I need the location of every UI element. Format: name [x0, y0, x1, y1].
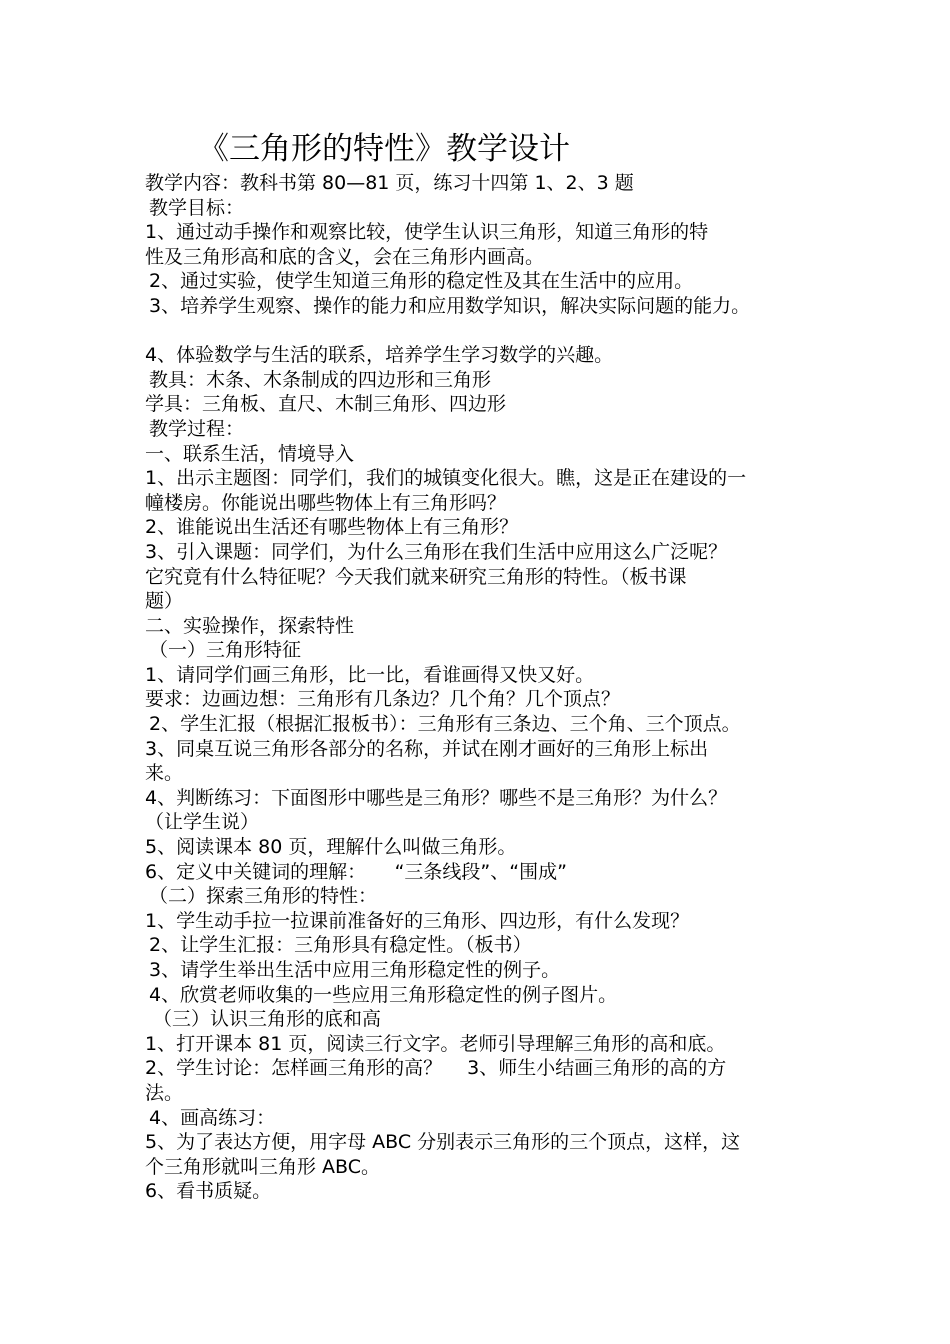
teaching-content: 教学内容：教科书第 80—81 页，练习十四第 1、2、3 题: [145, 172, 634, 194]
subsection-1-heading: （一）三角形特征: [149, 639, 302, 662]
subsection-1-item-6: 6、定义中关键词的理解： “三条线段”、“围成”: [145, 860, 567, 883]
subsection-2-item-2: 2、让学生汇报：三角形具有稳定性。（板书）: [149, 934, 532, 957]
subsection-3-item-4: 4、画高练习：: [149, 1106, 276, 1129]
subsection-3-item-1: 1、打开课本 81 页，阅读三行文字。老师引导理解三角形的高和底。: [145, 1032, 726, 1055]
goal-4: 4、体验数学与生活的联系，培养学生学习数学的兴趣。: [145, 344, 614, 367]
section-1-item-3-line-3: 题）: [145, 590, 184, 613]
subsection-3-item-5-line-1: 5、为了表达方便，用字母 ABC 分别表示三角形的三个顶点，这样，这: [145, 1131, 741, 1154]
teaching-goals-heading: 教学目标：: [149, 196, 245, 219]
subsection-3-item-5-line-2: 个三角形就叫三角形 ABC。: [145, 1155, 381, 1178]
goal-1-line-2: 性及三角形高和底的含义，会在三角形内画高。: [145, 245, 545, 268]
subsection-1-item-1: 1、请同学们画三角形，比一比，看谁画得又快又好。: [145, 663, 595, 686]
subsection-3-heading: （三）认识三角形的底和高: [153, 1008, 382, 1031]
document-title: 《三角形的特性》教学设计: [198, 131, 570, 167]
section-1-item-3-line-1: 3、引入课题：同学们，为什么三角形在我们生活中应用这么广泛呢？: [145, 540, 728, 563]
section-1-heading: 一、联系生活，情境导入: [145, 442, 355, 465]
subsection-2-item-1: 1、学生动手拉一拉课前准备好的三角形、四边形，有什么发现？: [145, 909, 690, 932]
goal-1-line-1: 1、通过动手操作和观察比较，使学生认识三角形，知道三角形的特: [145, 221, 709, 244]
subsection-3-item-2-line-1: 2、学生讨论：怎样画三角形的高？ 3、师生小结画三角形的高的方: [145, 1057, 727, 1080]
learning-aids: 学具：三角板、直尺、木制三角形、四边形: [145, 393, 507, 416]
section-1-item-1-line-2: 幢楼房。你能说出哪些物体上有三角形吗？: [145, 491, 507, 514]
teaching-aids: 教具：木条、木条制成的四边形和三角形: [149, 368, 492, 391]
subsection-1-item-3-line-2: 来。: [145, 762, 184, 785]
subsection-1-item-4-line-1: 4、判断练习：下面图形中哪些是三角形？哪些不是三角形？为什么？: [145, 786, 728, 809]
subsection-1-item-5: 5、阅读课本 80 页，理解什么叫做三角形。: [145, 836, 517, 859]
section-2-heading: 二、实验操作，探索特性: [145, 614, 355, 637]
subsection-2-item-3: 3、请学生举出生活中应用三角形稳定性的例子。: [149, 959, 561, 981]
section-1-item-2: 2、谁能说出生活还有哪些物体上有三角形？: [145, 516, 519, 539]
goal-2: 2、通过实验，使学生知道三角形的稳定性及其在生活中的应用。: [149, 270, 694, 293]
subsection-1-item-2: 2、学生汇报（根据汇报板书）：三角形有三条边、三个角、三个顶点。: [149, 713, 741, 736]
goal-3: 3、培养学生观察、操作的能力和应用数学知识，解决实际问题的能力。: [149, 294, 751, 317]
section-1-item-3-line-2: 它究竟有什么特征呢？今天我们就来研究三角形的特性。（板书课: [145, 565, 687, 588]
subsection-3-item-6: 6、看书质疑。: [145, 1180, 272, 1203]
subsection-1-item-4-line-2: （让学生说）: [145, 811, 260, 834]
document-body: [145, 171, 845, 1204]
subsection-1-item-3-line-1: 3、同桌互说三角形各部分的名称，并试在刚才画好的三角形上标出: [145, 737, 709, 760]
teaching-process-heading: 教学过程：: [149, 417, 245, 440]
subsection-1-requirement: 要求：边画边想：三角形有几条边？几个角？几个顶点？: [145, 688, 621, 711]
blank-line: [145, 319, 845, 344]
subsection-2-item-4: 4、欣赏老师收集的一些应用三角形稳定性的例子图片。: [149, 983, 618, 1006]
subsection-3-item-2-line-2: 法。: [145, 1081, 184, 1104]
subsection-2-heading: （二）探索三角形的特性：: [149, 885, 378, 908]
section-1-item-1-line-1: 1、出示主题图：同学们，我们的城镇变化很大。瞧，这是正在建设的一: [145, 467, 747, 490]
